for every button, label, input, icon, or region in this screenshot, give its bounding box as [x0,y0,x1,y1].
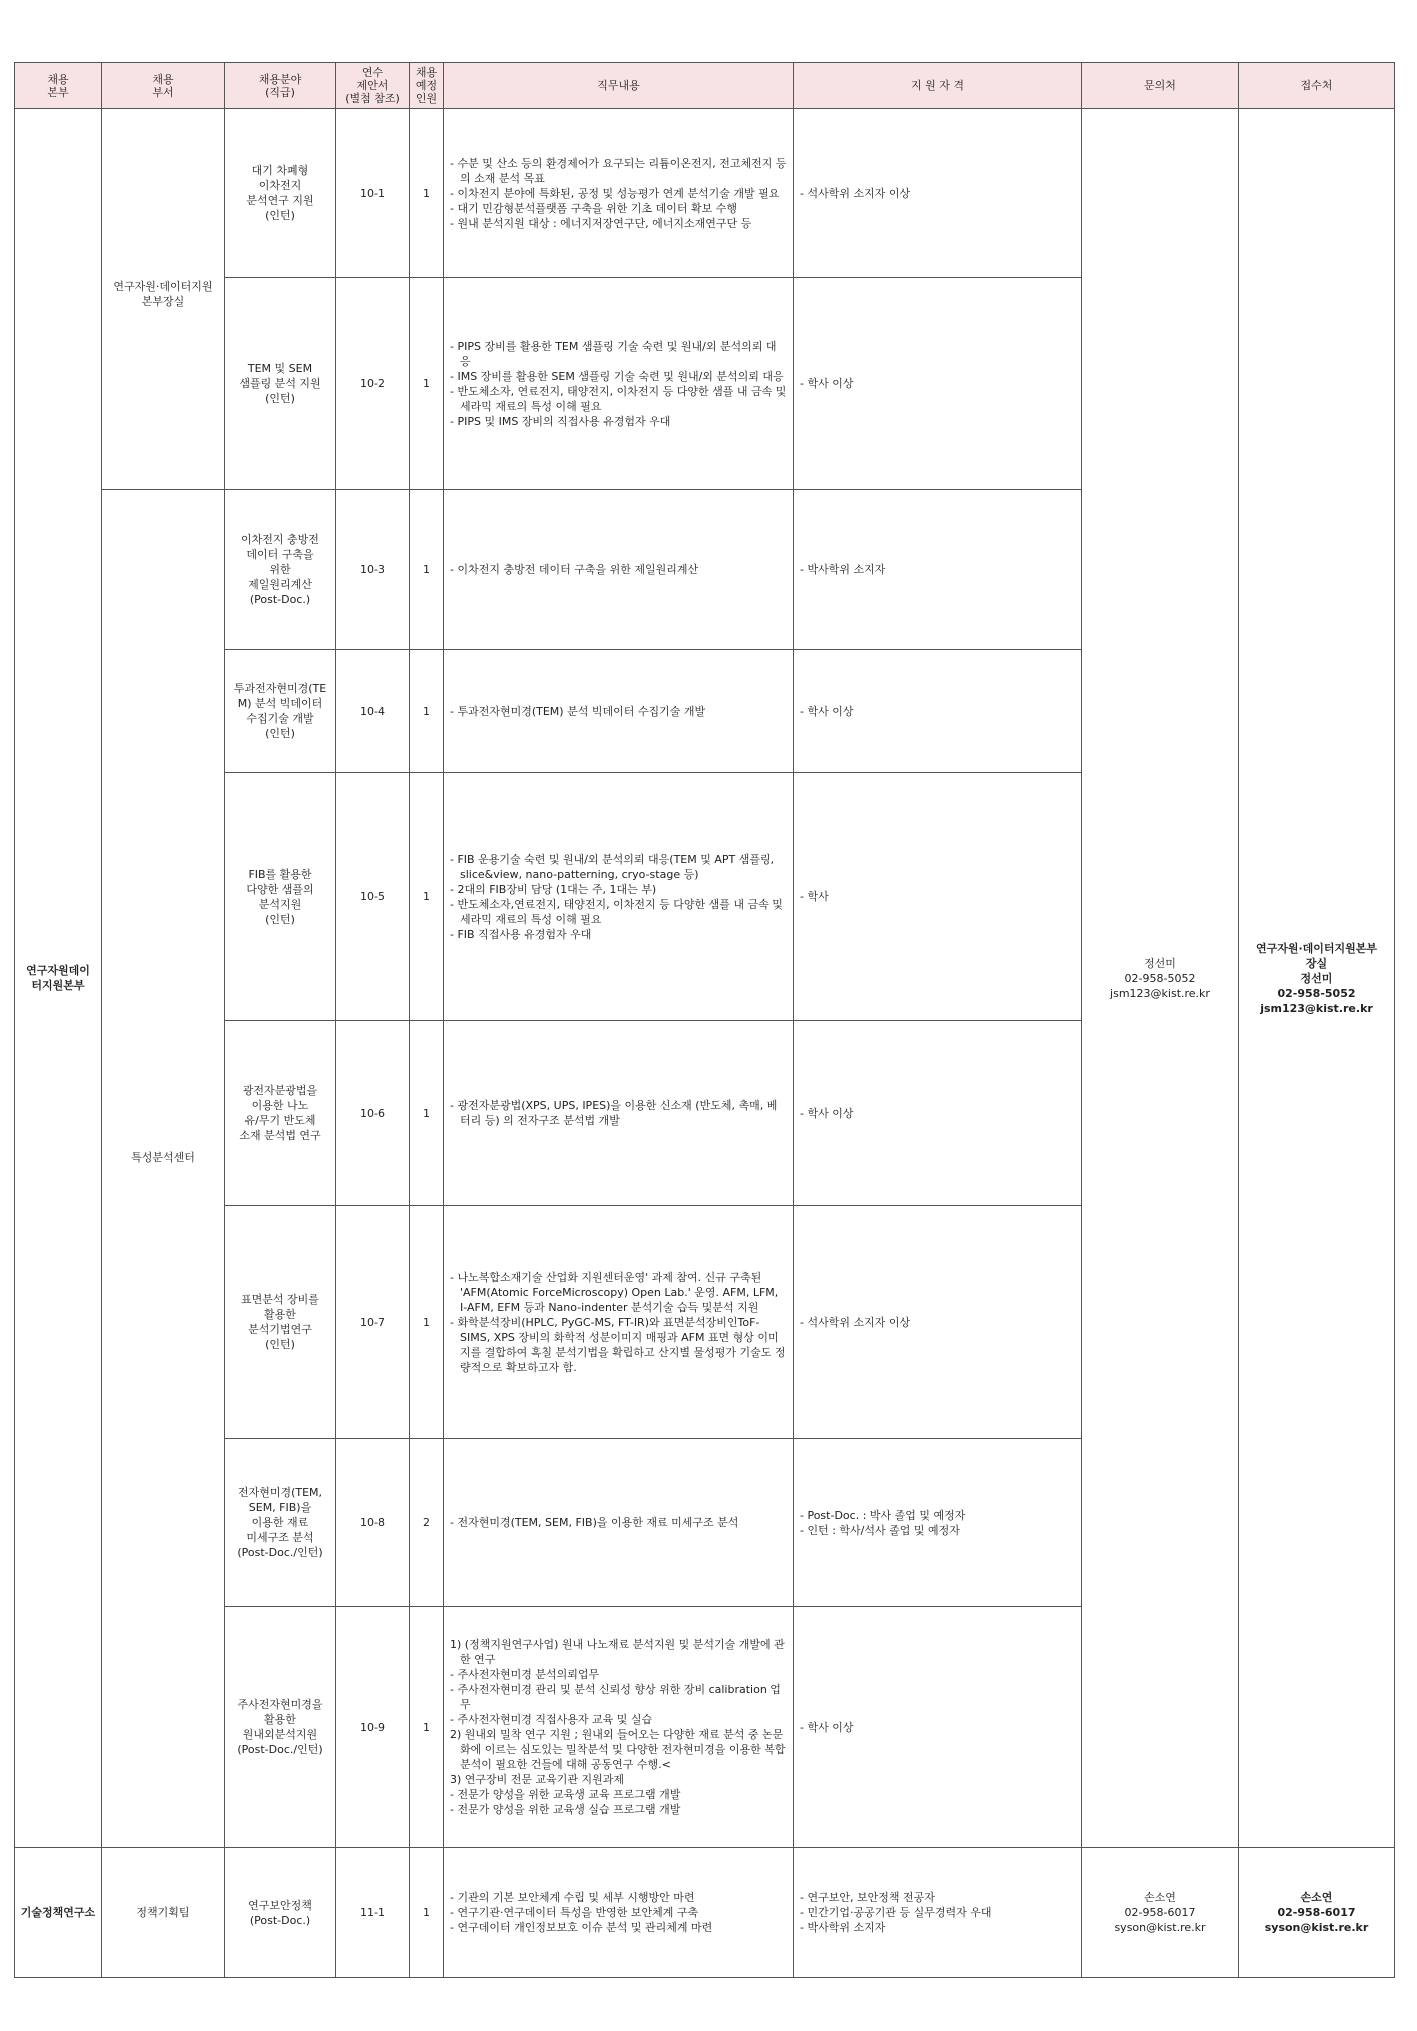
qual-cell [794,650,1082,773]
field-cell: FIB를 활용한 다양한 샘플의 분석지원 (인턴) [225,773,336,1021]
contact-cell: 손소연 02-958-6017 syson@kist.re.kr [1082,1848,1239,1978]
table-row [15,109,1395,278]
list-item: - 반도체소자, 연료전지, 태양전지, 이차전지 등 다양한 샘플 내 금속 및 세라믹 재료의 특성 이해 필요 [450,384,787,413]
receipt-cell: 연구자원·데이터지원본부 장실 정선미 02-958-5052 jsm123@kist.re.kr [1239,109,1395,1848]
qual-cell [794,1439,1082,1607]
list-item: - 석사학위 소지자 이상 [800,1315,911,1329]
qual-cell [794,109,1082,278]
list-item: - 전문가 양성을 위한 교육생 실습 프로그램 개발 [450,1803,681,1816]
list-item: - 학사 [800,890,829,903]
qual-cell [794,1021,1082,1206]
header-code: 연수 제안서 (별첨 참조) [336,63,410,109]
qual-cell [794,1848,1082,1978]
duty-cell [444,1439,794,1607]
duty-cell [444,650,794,773]
list-item: 2) 원내외 밀착 연구 지원 ; 원내외 들어오는 다양한 재료 분석 중 논문화에 이르는 심도있는 밀착분석 및 다양한 전자현미경을 이용한 복합 분석이 필요한 건들에 대해 공동연구 수행.< [450,1728,786,1771]
field-cell: 전자현미경(TEM, SEM, FIB)을 이용한 재료 미세구조 분석 (Post-Doc./인턴) [225,1439,336,1607]
header-num: 채용 예정 인원 [410,63,444,109]
list-item: - 수분 및 산소 등의 환경제어가 요구되는 리튬이온전지, 전고체전지 등의 소재 분석 목표 [450,156,787,185]
qual-cell [794,1206,1082,1439]
list-item: 1) (정책지원연구사업) 원내 나노재료 분석지원 및 분석기술 개발에 관한 연구 [450,1638,785,1666]
num-cell: 1 [410,650,444,773]
num-cell: 1 [410,1021,444,1206]
field-cell: 이차전지 충방전 데이터 구축을 위한 제일원리계산 (Post-Doc.) [225,490,336,650]
list-item: - 원내 분석지원 대상 : 에너지저장연구단, 에너지소재연구단 등 [450,216,752,230]
num-cell: 1 [410,773,444,1021]
list-item: 3) 연구장비 전문 교육기관 지원과제 [450,1773,625,1786]
field-cell: 광전자분광법을 이용한 나노 유/무기 반도체 소재 분석법 연구 [225,1021,336,1206]
num-cell: 2 [410,1439,444,1607]
list-item: - 석사학위 소지자 이상 [800,186,911,200]
header-qual: 지 원 자 격 [794,63,1082,109]
list-item: - 박사학위 소지자 [800,563,886,576]
list-item: - 연구데이터 개인정보보호 이슈 분석 및 관리체계 마련 [450,1921,713,1934]
duty-cell [444,1607,794,1848]
duty-cell [444,1206,794,1439]
num-cell: 1 [410,1206,444,1439]
code-cell: 10-8 [336,1439,410,1607]
num-cell: 1 [410,1607,444,1848]
duty-cell [444,773,794,1021]
code-cell: 10-1 [336,109,410,278]
field-cell: 주사전자현미경을 활용한 원내외분석지원 (Post-Doc./인턴) [225,1607,336,1848]
code-cell: 10-7 [336,1206,410,1439]
list-item: - 기관의 기본 보안체계 수립 및 세부 시행방안 마련 [450,1891,695,1904]
dept-cell: 정책기획팀 [102,1848,225,1978]
header-contact: 문의처 [1082,63,1239,109]
duty-cell [444,1021,794,1206]
code-cell: 10-4 [336,650,410,773]
num-cell: 1 [410,278,444,490]
field-cell: TEM 및 SEM 샘플링 분석 지원 (인턴) [225,278,336,490]
list-item: - IMS 장비를 활용한 SEM 샘플링 기술 숙련 및 원내/외 분석의뢰 대응 [450,369,784,383]
header-hq: 채용 본부 [15,63,102,109]
dept-cell: 특성분석센터 [102,490,225,1848]
duty-cell [444,490,794,650]
duty-cell [444,278,794,490]
duty-cell [444,109,794,278]
table-row [15,1848,1395,1978]
list-item: - 광전자분광법(XPS, UPS, IPES)을 이용한 신소재 (반도체, 촉매, 베터리 등) 의 전자구조 분석법 개발 [450,1099,778,1127]
list-item: - FIB 직접사용 유경험자 우대 [450,927,592,941]
hq-cell: 연구자원데이 터지원본부 [15,109,102,1848]
hq-cell: 기술정책연구소 [15,1848,102,1978]
list-item: - 반도체소자,연료전지, 태양전지, 이차전지 등 다양한 샘플 내 금속 및 세라믹 재료의 특성 이해 필요 [450,897,783,926]
field-cell: 투과전자현미경(TE M) 분석 빅데이터 수집기술 개발 (인턴) [225,650,336,773]
list-item: - 인턴 : 학사/석사 졸업 및 예정자 [800,1523,960,1537]
list-item: - PIPS 및 IMS 장비의 직접사용 유경험자 우대 [450,414,671,428]
header-receipt: 접수처 [1239,63,1395,109]
list-item: - 민간기업·공공기관 등 실무경력자 우대 [800,1906,992,1919]
qual-cell [794,1607,1082,1848]
num-cell: 1 [410,1848,444,1978]
list-item: - 학사 이상 [800,377,854,390]
list-item: - 주사전자현미경 직접사용자 교육 및 실습 [450,1713,653,1726]
code-cell: 10-3 [336,490,410,650]
list-item: - 이차전지 분야에 특화된, 공정 및 성능평가 연계 분석기술 개발 필요 [450,186,780,200]
header-field: 채용분야 (직급) [225,63,336,109]
duty-cell [444,1848,794,1978]
header-row [15,63,1395,109]
contact-cell: 정선미 02-958-5052 jsm123@kist.re.kr [1082,109,1239,1848]
field-cell: 연구보안정책 (Post-Doc.) [225,1848,336,1978]
list-item: - PIPS 장비를 활용한 TEM 샘플링 기술 숙련 및 원내/외 분석의뢰 대응 [450,339,777,368]
field-cell: 표면분석 장비를 활용한 분석기법연구 (인턴) [225,1206,336,1439]
list-item: - 연구기관·연구데이터 특성을 반영한 보안체계 구축 [450,1906,699,1919]
list-item: - 연구보안, 보안정책 전공자 [800,1891,935,1904]
code-cell: 10-2 [336,278,410,490]
field-cell: 대기 차폐형 이차전지 분석연구 지원 (인턴) [225,109,336,278]
list-item: - 학사 이상 [800,1106,854,1120]
num-cell: 1 [410,490,444,650]
header-dept: 채용 부서 [102,63,225,109]
list-item: - 주사전자현미경 분석의뢰업무 [450,1668,600,1681]
qual-cell [794,773,1082,1021]
qual-cell [794,278,1082,490]
qual-cell [794,490,1082,650]
code-cell: 10-9 [336,1607,410,1848]
list-item: - 학사 이상 [800,1720,854,1734]
list-item: - 전자현미경(TEM, SEM, FIB)을 이용한 재료 미세구조 분석 [450,1516,739,1529]
list-item: - 전문가 양성을 위한 교육생 교육 프로그램 개발 [450,1788,681,1801]
list-item: - 박사학위 소지자 [800,1921,886,1934]
code-cell: 11-1 [336,1848,410,1978]
num-cell: 1 [410,109,444,278]
list-item: - 대기 민감형분석플랫폼 구축을 위한 기초 데이터 확보 수행 [450,201,737,215]
list-item: - 나노복합소재기술 산업화 지원센터운영' 과제 참여. 신규 구축된 'AFM(Atomic ForceMicroscopy) Open Lab.' 운영. AFM, LFM, I-AFM, EFM 등과 Nano-indenter 분석기술 습득 및분석 지원 [450,1270,779,1314]
list-item: - 투과전자현미경(TEM) 분석 빅데이터 수집기술 개발 [450,704,706,718]
list-item: - FIB 운용기술 숙련 및 원내/외 분석의뢰 대응(TEM 및 APT 샘플링, slice&view, nano-patterning, cryo-stage 등) [450,852,775,881]
list-item: - 화학분석장비(HPLC, PyGC-MS, FT-IR)와 표면분석장비인ToF-SIMS, XPS 장비의 화학적 성분이미지 매핑과 AFM 표면 형상 이미지를 결합하여 혹칠 분석기법을 확립하고 산지별 물성평가 기술도 정량적으로 확보하고자 함. [450,1315,786,1374]
code-cell: 10-6 [336,1021,410,1206]
recruitment-table [14,62,1395,1978]
list-item: - 주사전자현미경 관리 및 분석 신뢰성 향상 위한 장비 calibration 업무 [450,1683,781,1711]
receipt-cell: 손소연 02-958-6017 syson@kist.re.kr [1239,1848,1395,1978]
header-duty: 직무내용 [444,63,794,109]
dept-cell: 연구자원·데이터지원 본부장실 [102,109,225,490]
list-item: - 2대의 FIB장비 담당 (1대는 주, 1대는 부) [450,882,657,896]
code-cell: 10-5 [336,773,410,1021]
list-item: - Post-Doc. : 박사 졸업 및 예정자 [800,1508,966,1522]
list-item: - 이차전지 충방전 데이터 구축을 위한 제일원리계산 [450,563,699,576]
list-item: - 학사 이상 [800,704,854,718]
